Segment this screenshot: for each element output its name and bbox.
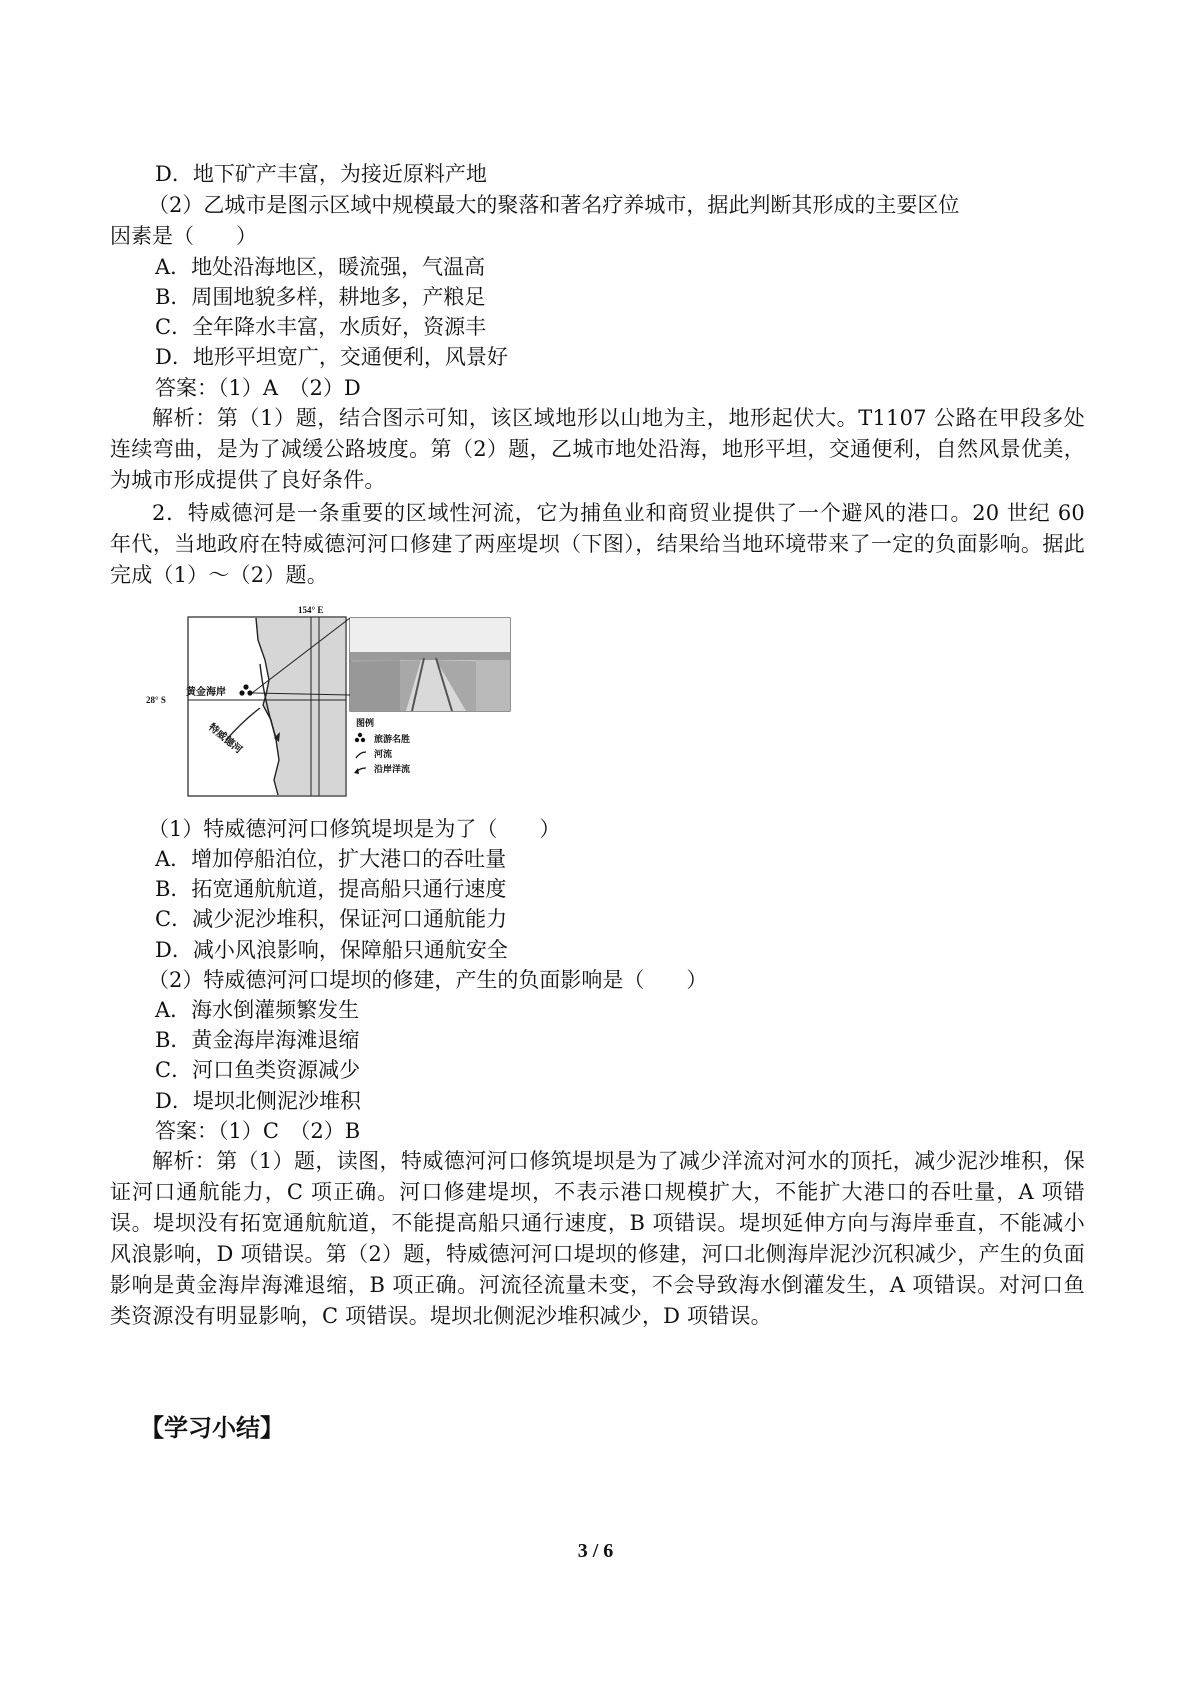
place-label-gold-coast: 黄金海岸 (186, 687, 226, 698)
q1-answer: 答案：（1）A （2）D (155, 376, 361, 400)
longitude-label: 154° E (298, 605, 324, 615)
q1-sub2-option-b: B．周围地貌多样，耕地多，产粮足 (155, 285, 486, 309)
legend-river-icon (356, 752, 366, 758)
q2-sub2-stem: （2）特威德河河口堤坝的修建，产生的负面影响是（ ） (148, 968, 708, 992)
q2-sub1-stem: （1）特威德河河口修筑堤坝是为了（ ） (148, 817, 561, 841)
q2-sub1-option-a: A．增加停船泊位，扩大港口的吞吐量 (155, 847, 507, 871)
river-mouth-photo (350, 618, 510, 711)
q2-stem: 2．特威德河是一条重要的区域性河流，它为捕鱼业和商贸业提供了一个避风的港口。20 世纪 60 年代，当地政府在特威德河河口修建了两座堤坝（下图），结果给当地环境带来了一定的负面影响。据此完成（1）～（2）题。 (110, 501, 1085, 587)
legend-title: 图例 (356, 718, 375, 728)
q1-sub2-option-d: D．地形平坦宽广，交通便利，风景好 (155, 345, 508, 369)
latitude-label: 28° S (146, 695, 166, 705)
legend-item-current: 沿岸洋流 (374, 764, 411, 774)
q1-analysis: 解析：第（1）题，结合图示可知，该区域地形以山地为主，地形起伏大。T1107 公路在甲段多处连续弯曲，是为了减缓公路坡度。第（2）题，乙城市地处沿海，地形平坦，交通便利，自然风景优美，为城市形成提供了良好条件。 (110, 406, 1085, 492)
q2-sub2-option-a: A．海水倒灌频繁发生 (155, 998, 360, 1022)
legend-item-tourist: 旅游名胜 (374, 734, 411, 744)
q2-sub1-option-c: C．减少泥沙堆积，保证河口通航能力 (155, 907, 508, 931)
legend-item-river: 河流 (374, 749, 393, 759)
q2-sub1-option-b: B．拓宽通航航道，提高船只通行速度 (155, 877, 507, 901)
q2-map-figure (146, 600, 550, 800)
legend-tourist-icon (355, 733, 365, 742)
q1-sub2-stem-cont: 因素是（ ） (110, 224, 257, 248)
q2-sub1-option-d: D．减小风浪影响，保障船只通航安全 (155, 938, 508, 962)
page-number: 3 / 6 (577, 1540, 614, 1562)
q2-sub2-option-c: C．河口鱼类资源减少 (155, 1058, 361, 1082)
q1-option-d-prev: D．地下矿产丰富，为接近原料产地 (155, 162, 487, 186)
river-label: 特威德河 (206, 721, 244, 757)
q2-sub2-option-d: D．堤坝北侧泥沙堆积 (155, 1089, 361, 1113)
q1-sub2-stem: （2）乙城市是图示区域中规模最大的聚落和著名疗养城市，据此判断其形成的主要区位 (148, 193, 960, 217)
q2-figure (146, 600, 550, 800)
q2-answer: 答案：（1）C （2）B (155, 1119, 361, 1143)
q2-analysis: 解析：第（1）题，读图，特威德河河口修筑堤坝是为了减少洋流对河水的顶托，减少泥沙堆积，保证河口通航能力，C 项正确。河口修建堤坝，不表示港口规模扩大，不能扩大港口的吞吐量，A 项错误。堤坝没有拓宽通航航道，不能提高船只通行速度，B 项错误。堤坝延伸方向与海岸垂直，不能减小风浪影响，D 项错误。第（2）题，特威德河河口堤坝的修建，河口北侧海岸泥沙沉积减少，产生的负面影响是黄金海岸海滩退缩，B 项正确。河流径流量未变，不会导致海水倒灌发生，A 项错误。对河口鱼类资源没有明显影响，C 项错误。堤坝北侧泥沙堆积减少，D 项错误。 (110, 1149, 1085, 1328)
q1-sub2-option-a: A．地处沿海地区，暖流强，气温高 (155, 255, 486, 279)
q1-sub2-option-c: C．全年降水丰富，水质好，资源丰 (155, 315, 487, 339)
summary-heading: 【学习小结】 (140, 1414, 284, 1442)
q2-sub2-option-b: B．黄金海岸海滩退缩 (155, 1028, 360, 1052)
